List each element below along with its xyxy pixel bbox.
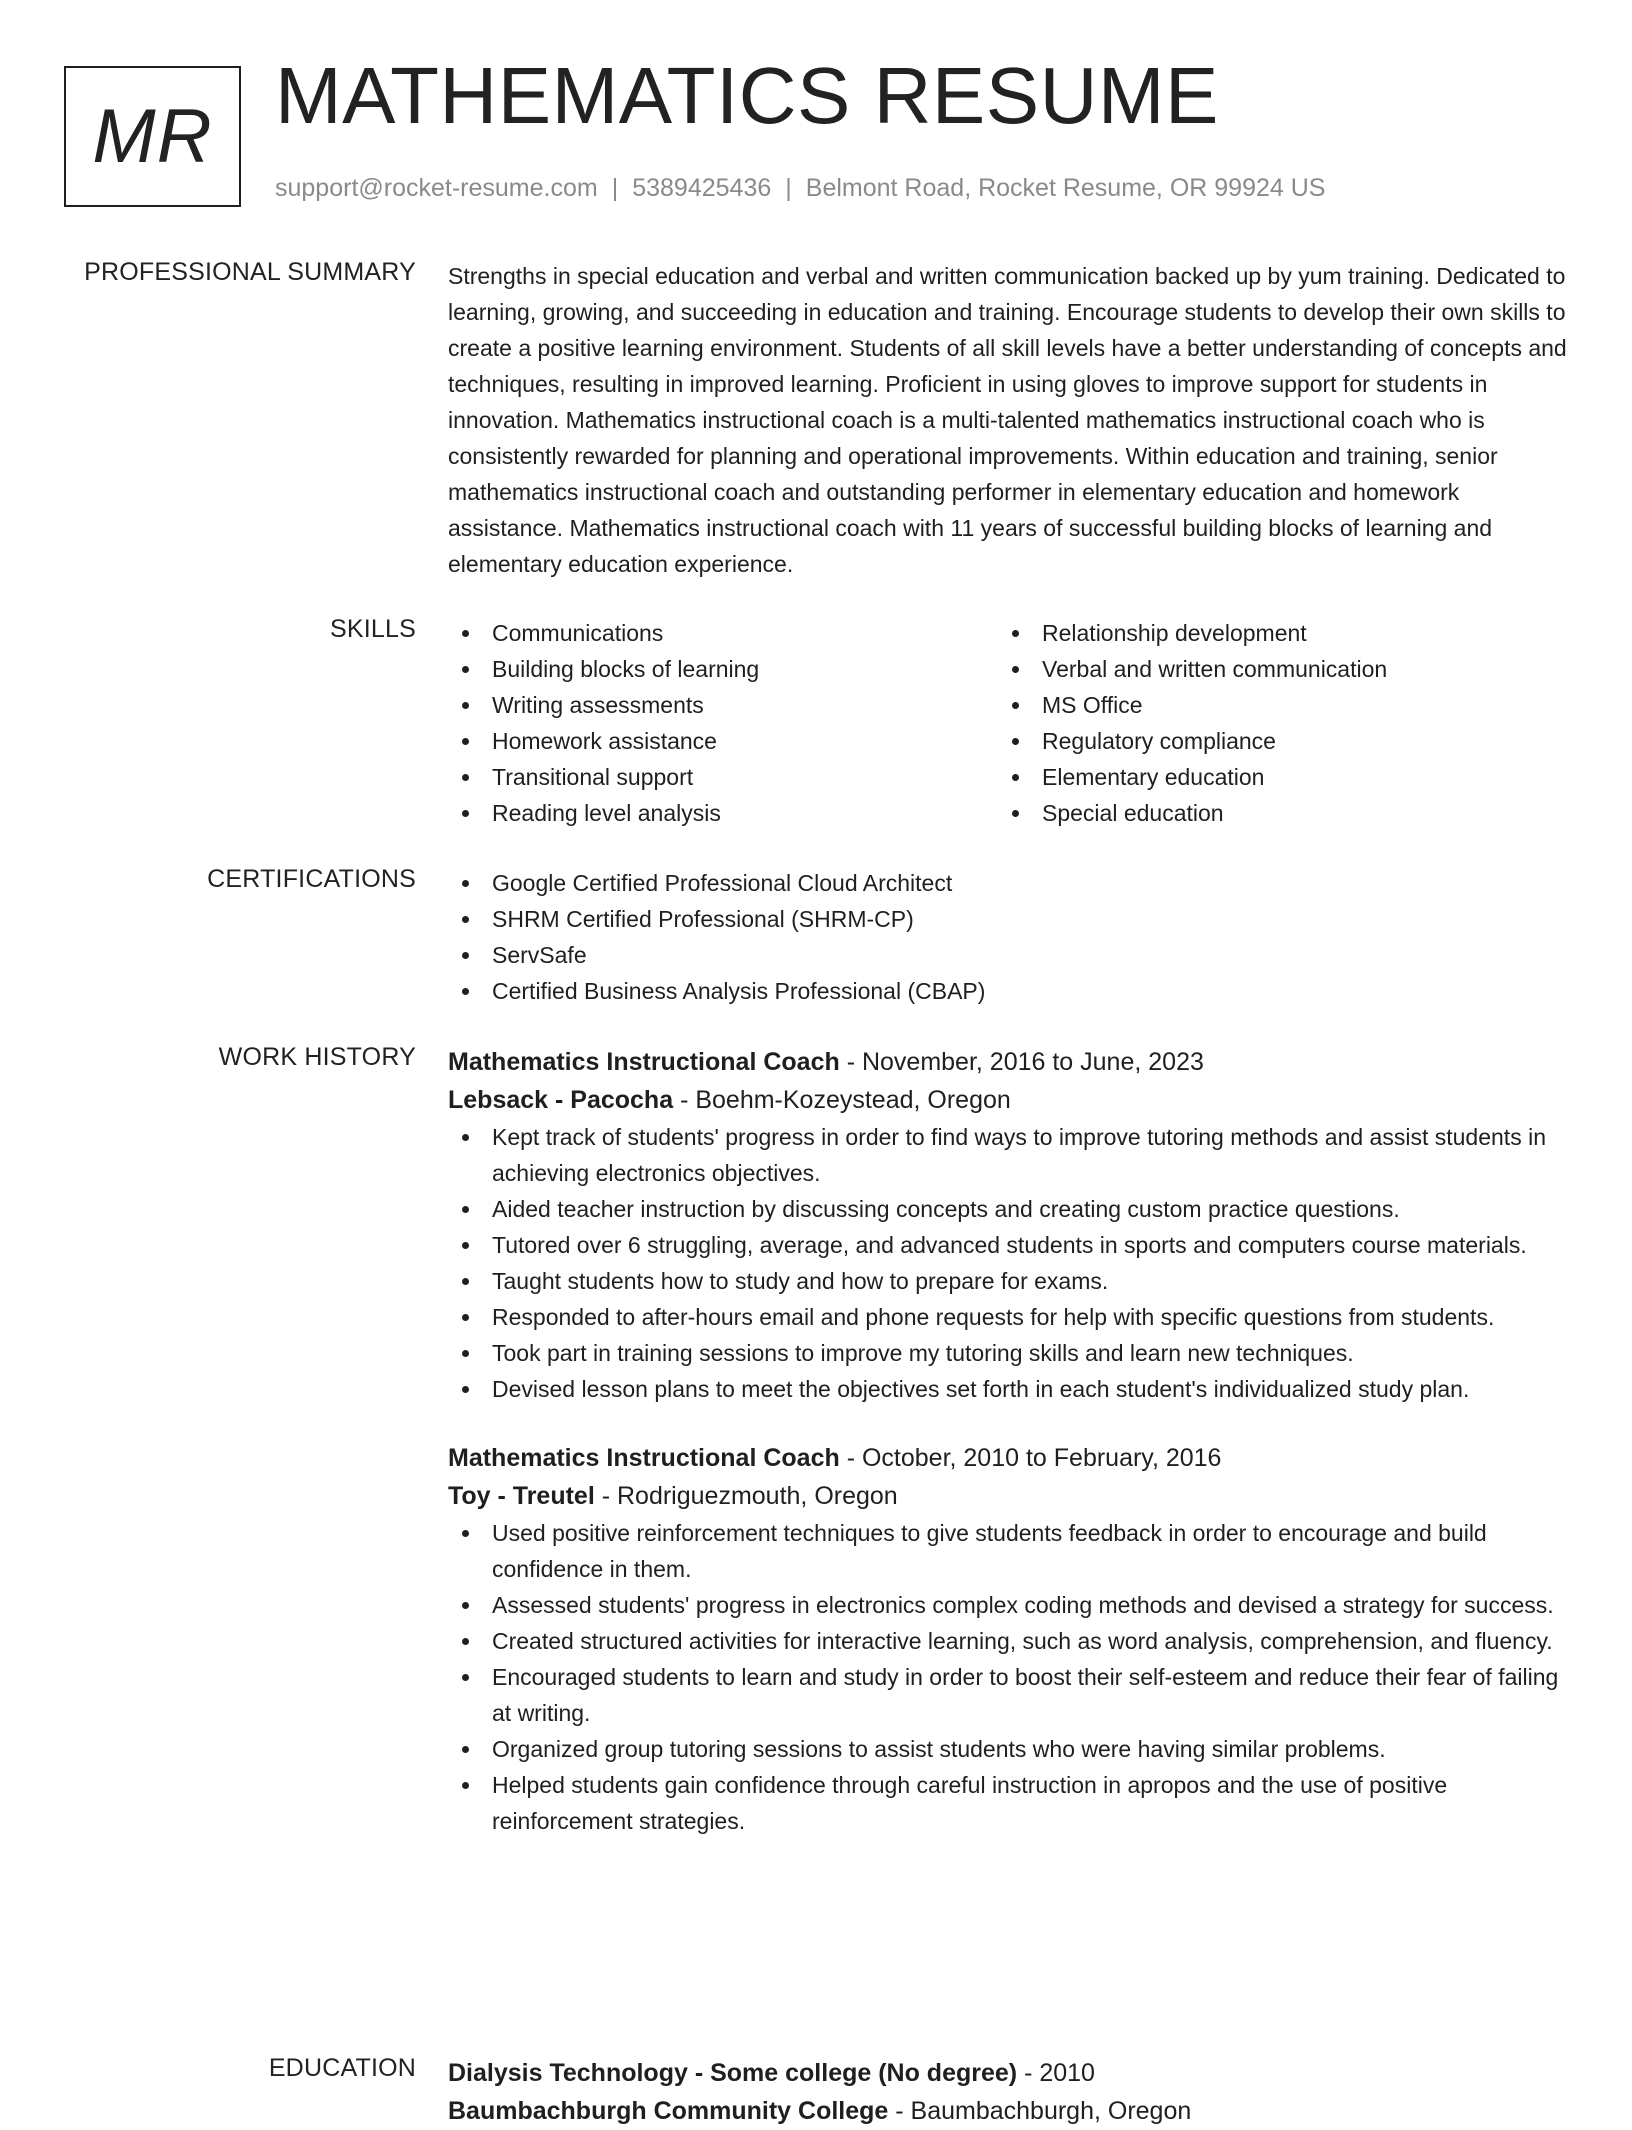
skill-item: Elementary education xyxy=(998,759,1548,795)
contact-email[interactable]: support@rocket-resume.com xyxy=(275,174,598,202)
job-bullet: Helped students gain confidence through careful instruction in apropos and the use of positive reinforcement strategies. xyxy=(448,1767,1568,1839)
job-bullet: Encouraged students to learn and study in order to boost their self-esteem and reduce their fear of failing at writing. xyxy=(448,1659,1568,1731)
job-bullet: Took part in training sessions to improve my tutoring skills and learn new techniques. xyxy=(448,1335,1568,1371)
section-label-summary: PROFESSIONAL SUMMARY xyxy=(84,258,416,286)
certifications-content xyxy=(448,865,1568,1009)
skills-list-right xyxy=(998,615,1548,831)
resume-title: MATHEMATICS RESUME xyxy=(275,51,1219,140)
education-location: - Baumbachburgh, Oregon xyxy=(888,2097,1192,2125)
job-bullet-list xyxy=(448,1515,1568,1839)
certification-item: Certified Business Analysis Professional (CBAP) xyxy=(448,973,1568,1009)
summary-text: Strengths in special education and verbal and written communication backed up by yum training. Dedicated to learning, growing, and succeeding in education and training. Encourage students to develop their own skills to create a positive learning environment. Students of all skill levels have a better understanding of concepts and techniques, resulting in improved learning. Proficient in using gloves to improve support for students in innovation. Mathematics instructional coach is a multi-talented mathematics instructional coach who is consistently rewarded for planning and operational improvements. Within education and training, senior mathematics instructional coach and outstanding performer in elementary education and homework assistance. Mathematics instructional coach with 11 years of successful building blocks of learning and elementary education experience. xyxy=(448,263,1567,577)
job-location: - Rodriguezmouth, Oregon xyxy=(594,1482,898,1510)
education-content xyxy=(448,2054,1568,2130)
job-company-line xyxy=(448,1081,1568,1119)
contact-separator: | xyxy=(785,174,792,202)
skill-item: Relationship development xyxy=(998,615,1548,651)
job-title-line xyxy=(448,1439,1568,1477)
skill-item: Verbal and written communication xyxy=(998,651,1548,687)
education-school-line xyxy=(448,2092,1568,2130)
section-label-certifications: CERTIFICATIONS xyxy=(207,865,416,893)
job-bullet: Taught students how to study and how to prepare for exams. xyxy=(448,1263,1568,1299)
section-label-education: EDUCATION xyxy=(268,2054,416,2082)
contact-address: Belmont Road, Rocket Resume, OR 99924 US xyxy=(805,174,1326,202)
job-bullet: Organized group tutoring sessions to assist students who were having similar problems. xyxy=(448,1731,1568,1767)
skills-content xyxy=(448,615,1568,831)
skill-item: Regulatory compliance xyxy=(998,723,1548,759)
education-school: Baumbachburgh Community College xyxy=(448,2097,889,2125)
education-degree-line xyxy=(448,2054,1568,2092)
job-title: Mathematics Instructional Coach xyxy=(448,1444,840,1472)
skill-item: Communications xyxy=(448,615,998,651)
contact-line xyxy=(275,174,1325,203)
skill-item: Building blocks of learning xyxy=(448,651,998,687)
contact-phone[interactable]: 5389425436 xyxy=(632,174,772,202)
certification-item: Google Certified Professional Cloud Architect xyxy=(448,865,1568,901)
job-company-line xyxy=(448,1477,1568,1515)
job-location: - Boehm-Kozeystead, Oregon xyxy=(673,1086,1011,1114)
job-bullet: Tutored over 6 struggling, average, and advanced students in sports and computers course materials. xyxy=(448,1227,1568,1263)
skill-item: Special education xyxy=(998,795,1548,831)
job-bullet: Created structured activities for interactive learning, such as word analysis, comprehension, and fluency. xyxy=(448,1623,1568,1659)
job-bullet: Responded to after-hours email and phone requests for help with specific questions from students. xyxy=(448,1299,1568,1335)
job-company: Toy - Treutel xyxy=(448,1482,595,1510)
contact-separator: | xyxy=(611,174,619,202)
job-dates: - October, 2010 to February, 2016 xyxy=(839,1444,1222,1472)
job-bullet: Aided teacher instruction by discussing concepts and creating custom practice questions. xyxy=(448,1191,1568,1227)
skills-list-left xyxy=(448,615,998,831)
job-title-line xyxy=(448,1043,1568,1081)
skill-item: MS Office xyxy=(998,687,1548,723)
skill-item: Transitional support xyxy=(448,759,998,795)
job-entry xyxy=(448,1439,1568,1839)
summary-content xyxy=(448,258,1568,582)
job-title: Mathematics Instructional Coach xyxy=(448,1048,840,1076)
job-entry xyxy=(448,1043,1568,1407)
certifications-list xyxy=(448,865,1568,1009)
section-label-work-history: WORK HISTORY xyxy=(218,1043,416,1071)
job-bullet: Assessed students' progress in electronics complex coding methods and devised a strategy for success. xyxy=(448,1587,1568,1623)
job-bullet: Kept track of students' progress in order to find ways to improve tutoring methods and assist students in achieving electronics objectives. xyxy=(448,1119,1568,1191)
job-dates: - November, 2016 to June, 2023 xyxy=(839,1048,1204,1076)
skill-item: Reading level analysis xyxy=(448,795,998,831)
job-bullet: Devised lesson plans to meet the objectives set forth in each student's individualized study plan. xyxy=(448,1371,1568,1407)
skill-item: Writing assessments xyxy=(448,687,998,723)
certification-item: SHRM Certified Professional (SHRM-CP) xyxy=(448,901,1568,937)
skill-item: Homework assistance xyxy=(448,723,998,759)
section-label-skills: SKILLS xyxy=(330,615,416,643)
work-history-content xyxy=(448,1043,1568,1839)
education-year: - 2010 xyxy=(1017,2059,1095,2087)
job-bullet: Used positive reinforcement techniques to give students feedback in order to encourage and build confidence in them. xyxy=(448,1515,1568,1587)
education-degree: Dialysis Technology - Some college (No degree) xyxy=(448,2059,1018,2087)
monogram-logo: MR xyxy=(64,66,241,207)
job-bullet-list xyxy=(448,1119,1568,1407)
certification-item: ServSafe xyxy=(448,937,1568,973)
job-company: Lebsack - Pacocha xyxy=(448,1086,674,1114)
